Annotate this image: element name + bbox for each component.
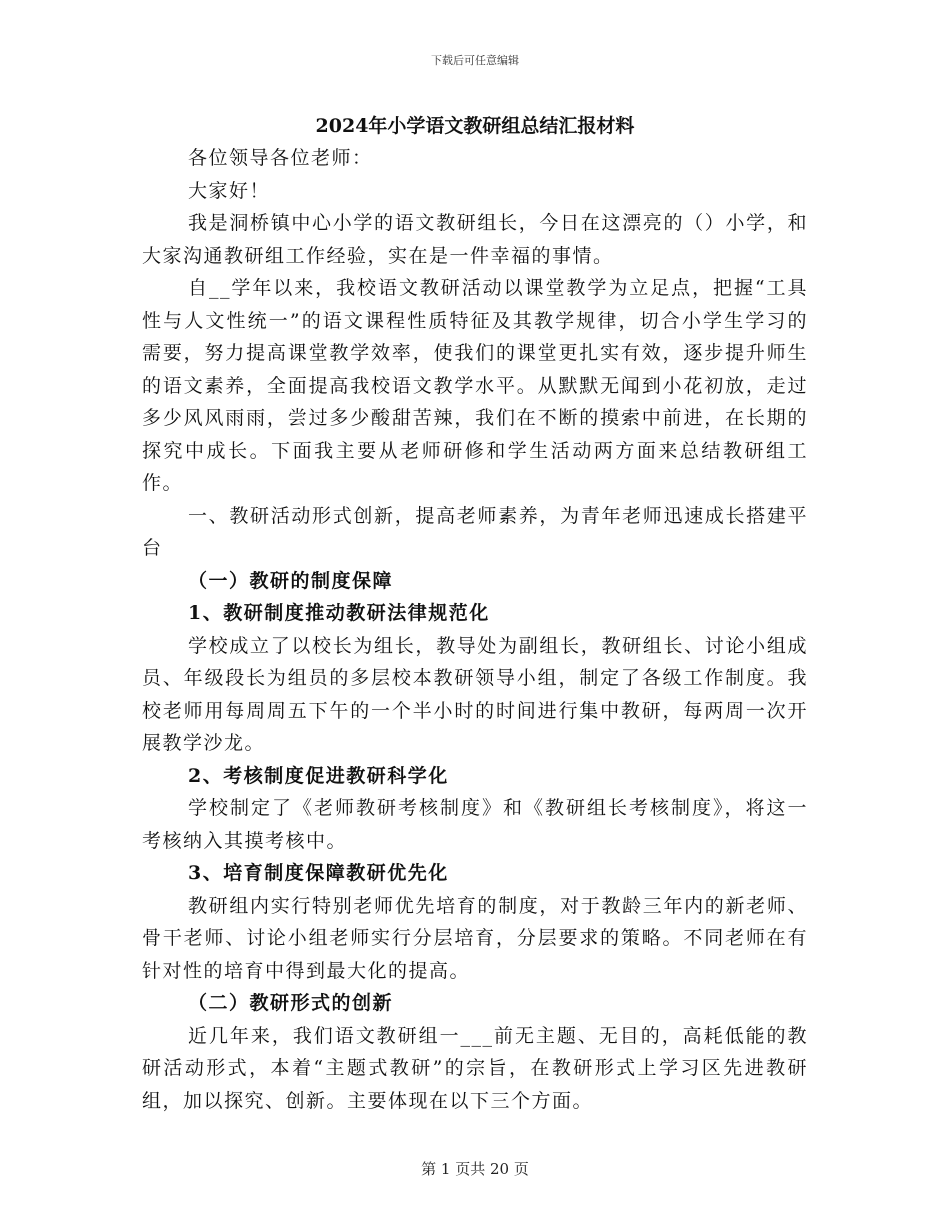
subsection-heading-system: （一）教研的制度保障: [188, 569, 394, 592]
paragraph-intro: 我是洞桥镇中心小学的语文教研组长，今日在这漂亮的（）小学，和大家沟通教研组工作经验，实在是一件幸福的事情。: [142, 212, 808, 267]
subsection-heading-innovation: （二）教研形式的创新: [188, 992, 394, 1014]
paragraph-item-2: 学校制定了《老师教研考核制度》和《教研组长考核制度》，将这一考核纳入其摸考核中。: [142, 797, 808, 852]
page-footer: 第 1 页共 20 页: [421, 1160, 529, 1178]
greeting: 大家好！: [188, 179, 271, 202]
paragraph-overview: 自__学年以来，我校语文教研活动以课堂教学为立足点，把握“工具性与人文性统一”的语文课程性质特征及其教学规律，切合小学生学习的需要，努力提高课堂教学效率，使我们的课堂更扎实有效，逐步提升师生的语文素养，全面提高我校语文教学水平。从默默无闻到小花初放，走过多少风风雨雨，尝过多少酸甜苦辣，我们在不断的摸索中前进，在长期的探究中成长。下面我主要从老师研修和学生活动两方面来总结教研组工作。: [142, 277, 808, 494]
document-title: 2024年小学语文教研组总结汇报材料: [315, 115, 635, 137]
item-heading-2: 2、考核制度促进教研科学化: [188, 764, 449, 787]
item-heading-1: 1、教研制度推动教研法律规范化: [188, 602, 490, 624]
document-body: [142, 110, 808, 1117]
paragraph-innovation: 近几年来，我们语文教研组一___前无主题、无目的，高耗低能的教研活动形式，本着“主题式教研”的宗旨，在教研形式上学习区先进教研组，加以探究、创新。主要体现在以下三个方面。: [142, 1024, 808, 1112]
section-heading-1: 一、教研活动形式创新，提高老师素养，为青年老师迅速成长搭建平台: [142, 504, 808, 559]
salutation: 各位领导各位老师：: [188, 147, 373, 169]
item-heading-3: 3、培育制度保障教研优先化: [188, 862, 449, 884]
page-header: 下载后可任意编辑: [431, 54, 519, 67]
paragraph-item-1: 学校成立了以校长为组长，教导处为副组长，教研组长、讨论小组成员、年级段长为组员的多层校本教研领导小组，制定了各级工作制度。我校老师用每周周五下午的一个半小时的时间进行集中教研，每两周一次开展教学沙龙。: [142, 634, 808, 754]
paragraph-item-3: 教研组内实行特别老师优先培育的制度，对于教龄三年内的新老师、骨干老师、讨论小组老师实行分层培育，分层要求的策略。不同老师在有针对性的培育中得到最大化的提高。: [142, 894, 808, 982]
